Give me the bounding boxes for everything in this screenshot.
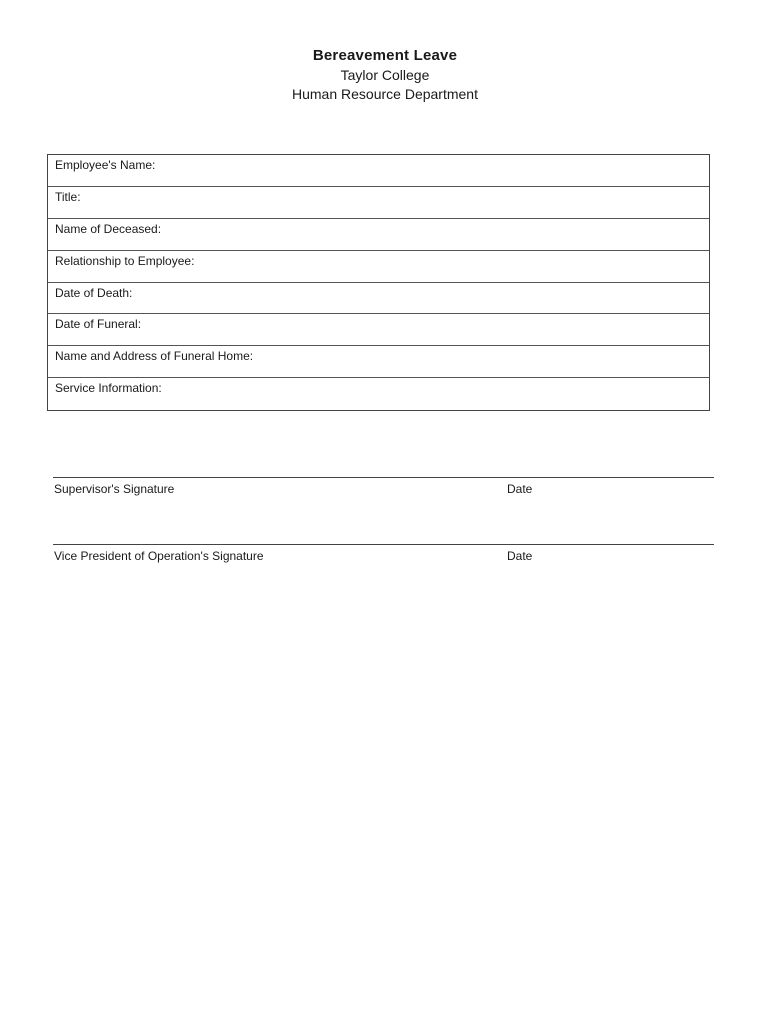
college-name: Taylor College bbox=[340, 67, 430, 83]
department-name: Human Resource Department bbox=[292, 86, 478, 102]
field-label: Employee's Name: bbox=[55, 158, 156, 172]
field-funeral-home[interactable] bbox=[48, 346, 709, 378]
field-label: Name of Deceased: bbox=[55, 221, 162, 236]
field-title[interactable] bbox=[48, 187, 709, 219]
vp-signature-line[interactable] bbox=[53, 544, 714, 563]
field-employee-name[interactable] bbox=[48, 155, 709, 187]
field-relationship[interactable] bbox=[48, 251, 709, 283]
field-label: Name and Address of Funeral Home: bbox=[55, 349, 254, 364]
leave-form-table bbox=[47, 154, 710, 411]
field-service-information[interactable] bbox=[48, 378, 709, 410]
document-header bbox=[0, 46, 770, 104]
field-label: Relationship to Employee: bbox=[55, 253, 195, 268]
field-label: Title: bbox=[55, 189, 81, 204]
vp-signature-label: Vice President of Operation's Signature bbox=[54, 549, 264, 563]
supervisor-signature-line[interactable] bbox=[53, 477, 714, 496]
field-date-of-death[interactable] bbox=[48, 283, 709, 315]
vp-date-label: Date bbox=[507, 549, 533, 563]
field-date-of-funeral[interactable] bbox=[48, 314, 709, 346]
supervisor-signature-label: Supervisor's Signature bbox=[54, 482, 175, 496]
field-label: Date of Funeral: bbox=[55, 317, 142, 332]
supervisor-date-label: Date bbox=[507, 482, 533, 496]
document-title: Bereavement Leave bbox=[312, 47, 458, 64]
field-label: Date of Death: bbox=[55, 285, 133, 300]
field-label: Service Information: bbox=[55, 381, 162, 396]
field-name-of-deceased[interactable] bbox=[48, 219, 709, 251]
